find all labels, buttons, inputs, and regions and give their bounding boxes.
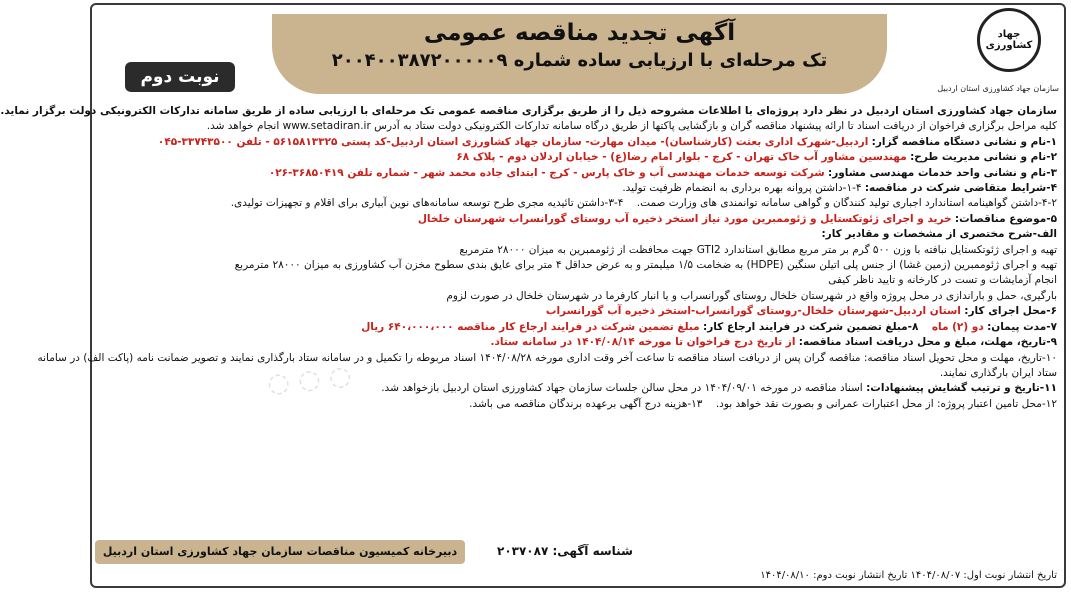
logo-caption: سازمان جهاد کشاورزی استان اردبیل <box>937 84 1059 93</box>
item-10: ۱۰-تاریخ، مهلت و محل تحویل اسناد مناقصه: مناقصه گران پس از دریافت اسناد مناقصه تا ساعت آخر وقت اداری مورخه ۱۴۰۴/۰۸/۲۸ اسناد مربوطه را تکمیل و در سامانه ستاد بارگذاری نمایند و تصویر ضمانت نامه (پاکت الف) در سامانه <box>37 351 1057 364</box>
section-a-item-3: انجام آزمایشات و تست در کارخانه و تایید ناظر کیفی <box>828 274 1057 287</box>
notice-body <box>0 104 1057 412</box>
item-4-2: ۴-۲-داشتن گواهینامه استاندارد اجباری تولید کنندگان و گواهی سامانه توانمندی های وزارت صمت. <box>636 197 1057 210</box>
intro-line-1: سازمان جهاد کشاورزی استان اردبیل در نظر دارد پروژه‌ای با اطلاعات مشروحه ذیل را از طریق برگزاری مناقصه عمومی تک مرحله‌ای با ارزیابی ساده از طریق سامانه تدارکات الکترونیکی دولت برگزار نماید. <box>0 105 1057 117</box>
item-9 <box>103 335 1057 350</box>
item-11 <box>103 381 1057 396</box>
logo-text: جهاد کشاورزی <box>985 29 1033 51</box>
item-2-label: ۲-نام و نشانی مدیریت طرح: <box>910 151 1057 164</box>
item-11-label: ۱۱-تاریخ و ترتیب گشایش پیشنهادات: <box>866 382 1057 395</box>
item-4-2-3 <box>103 196 1057 211</box>
item-9-value: از تاریخ درج فراخوان تا مورخه ۱۴۰۴/۰۸/۱۴ در سامانه ستاد. <box>490 336 796 349</box>
watermark: ◌ ◌ ◌ <box>265 360 353 400</box>
item-10-cont: ستاد ایران بارگذاری نمایند. <box>939 366 1057 379</box>
item-4-1: ۴-۱-داشتن پروانه بهره برداری به انضمام ظرفیت تولید. <box>622 182 862 195</box>
section-a-item-2: تهیه و اجرای ژئوممبرین (زمین غشا) از جنس پلی اتیلن سنگین (HDPE) به ضخامت ۱/۵ میلیمتر و به عرض حداقل ۴ متر برای عایق بندی سطوح مخزن آب کشاورزی به میزان ۲۸۰۰۰ مترمربع <box>234 259 1057 272</box>
item-5 <box>103 212 1057 227</box>
item-5-label: ۵-موضوع مناقصات: <box>954 212 1057 225</box>
item-3-value: شرکت توسعه خدمات مهندسی آب و خاک پارس - کرج - ابتدای جاده محمد شهر - شماره تلفن ۳۶۸۵۰۴۱۹-۰۲۶ <box>268 166 825 179</box>
item-12: ۱۲-محل تامین اعتبار پروژه: از محل اعتبارات عمرانی و بصورت نقد خواهد بود. <box>715 397 1057 410</box>
item-5-value: خرید و اجرای ژئوتکستایل و ژئوممبرین مورد نیاز استخر ذخیره آب روستای گورانسراب شهرستان خلخال <box>417 212 952 225</box>
notice-id: شناسه آگهی: ۲۰۳۷۰۸۷ <box>497 544 633 558</box>
intro-line-2: کلیه مراحل برگزاری فراخوان از دریافت اسناد تا ارائه پیشنهاد مناقصه گران و بازگشایی پاکتها از طریق درگاه سامانه تدارکات الکترونیکی دولت ستاد به آدرس www.setadiran.ir انجام خواهد شد. <box>206 120 1057 133</box>
notice-subtitle: تک مرحله‌ای با ارزیابی ساده شماره ۲۰۰۴۰۰۳۸۷۲۰۰۰۰۰۹ <box>331 50 828 71</box>
section-a-item-1: تهیه و اجرای ژئوتکستایل نبافته با وزن ۵۰۰ گرم بر متر مربع مطابق استاندارد GTI2 جهت محافظت از ژئوممبرین به میزان ۲۸۰۰۰ مترمربع <box>459 243 1057 256</box>
item-1-label: ۱-نام و نشانی دستگاه مناقصه گزار: <box>871 135 1057 148</box>
item-6 <box>103 304 1057 319</box>
item-12-13 <box>103 397 1057 412</box>
item-8-value: مبلغ تضمین شرکت در فرایند ارجاع کار مناقصه ۶۴۰،۰۰۰،۰۰۰ ریال <box>361 320 700 333</box>
item-11-value: اسناد مناقصه در مورخه ۱۴۰۴/۰۹/۰۱ در محل سالن جلسات سازمان جهاد کشاورزی استان اردبیل بازخواهد شد. <box>381 382 863 395</box>
item-9-label: ۹-تاریخ، مهلت، مبلغ و محل دریافت اسناد مناقصه: <box>798 336 1057 349</box>
ministry-logo-icon <box>977 8 1041 72</box>
item-4-label: ۴-شرایط متقاضی شرکت در مناقصه: <box>864 182 1057 195</box>
item-3-label: ۳-نام و نشانی واحد خدمات مهندسی مشاور: <box>828 166 1057 179</box>
item-1-value: اردبیل-شهرک اداری بعثت (کارشناسان)- میدان مهارت- سازمان جهاد کشاورزی استان اردبیل-کد پستی ۵۶۱۵۸۱۳۳۲۵ - تلفن ۳۳۷۴۳۵۰۰-۰۴۵ <box>157 135 869 148</box>
item-6-value: استان اردبیل-شهرستان خلخال-روستای گورانسراب-استخر ذخیره آب گورانسراب <box>545 305 961 318</box>
notice-header <box>272 14 887 94</box>
item-1 <box>103 135 1057 150</box>
section-a-title: الف-شرح مختصری از مشخصات و مقادیر کار: <box>821 228 1057 241</box>
item-2 <box>103 150 1057 165</box>
item-3 <box>103 166 1057 181</box>
publish-dates: تاریخ انتشار نوبت اول: ۱۴۰۴/۰۸/۰۷ تاریخ انتشار نوبت دوم: ۱۴۰۴/۰۸/۱۰ <box>760 570 1057 581</box>
committee-footer: دبیرخانه کمیسیون مناقصات سازمان جهاد کشاورزی استان اردبیل <box>95 540 465 564</box>
item-13: ۱۳-هزینه درج آگهی برعهده برندگان مناقصه می باشد. <box>469 397 703 410</box>
item-7-value: دو (۲) ماه <box>931 320 984 333</box>
item-6-label: ۶-محل اجرای کار: <box>964 305 1057 318</box>
item-7-8 <box>103 320 1057 335</box>
round-badge: نوبت دوم <box>125 62 235 92</box>
item-7-label: ۷-مدت پیمان: <box>987 320 1057 333</box>
item-2-value: مهندسین مشاور آب خاک تهران - کرج - بلوار امام رضا(ع) - خیابان اردلان دوم - پلاک ۶۸ <box>456 151 907 164</box>
section-a-item-4: بارگیری، حمل و باراندازی در محل پروژه واقع در شهرستان خلخال روستای گورانسراب و یا انبار کارفرما در شهرستان خلخال در صورت لزوم <box>446 289 1057 302</box>
notice-title: آگهی تجدید مناقصه عمومی <box>423 20 736 46</box>
item-4 <box>103 181 1057 196</box>
item-8-label: ۸-مبلغ تضمین شرکت در فرایند ارجاع کار: <box>703 320 919 333</box>
item-4-3: ۴-۳-داشتن تائیدیه مجری طرح توسعه سامانه‌های نوین آبیاری برای اقلام و تجهیزات تولیدی. <box>230 197 624 210</box>
